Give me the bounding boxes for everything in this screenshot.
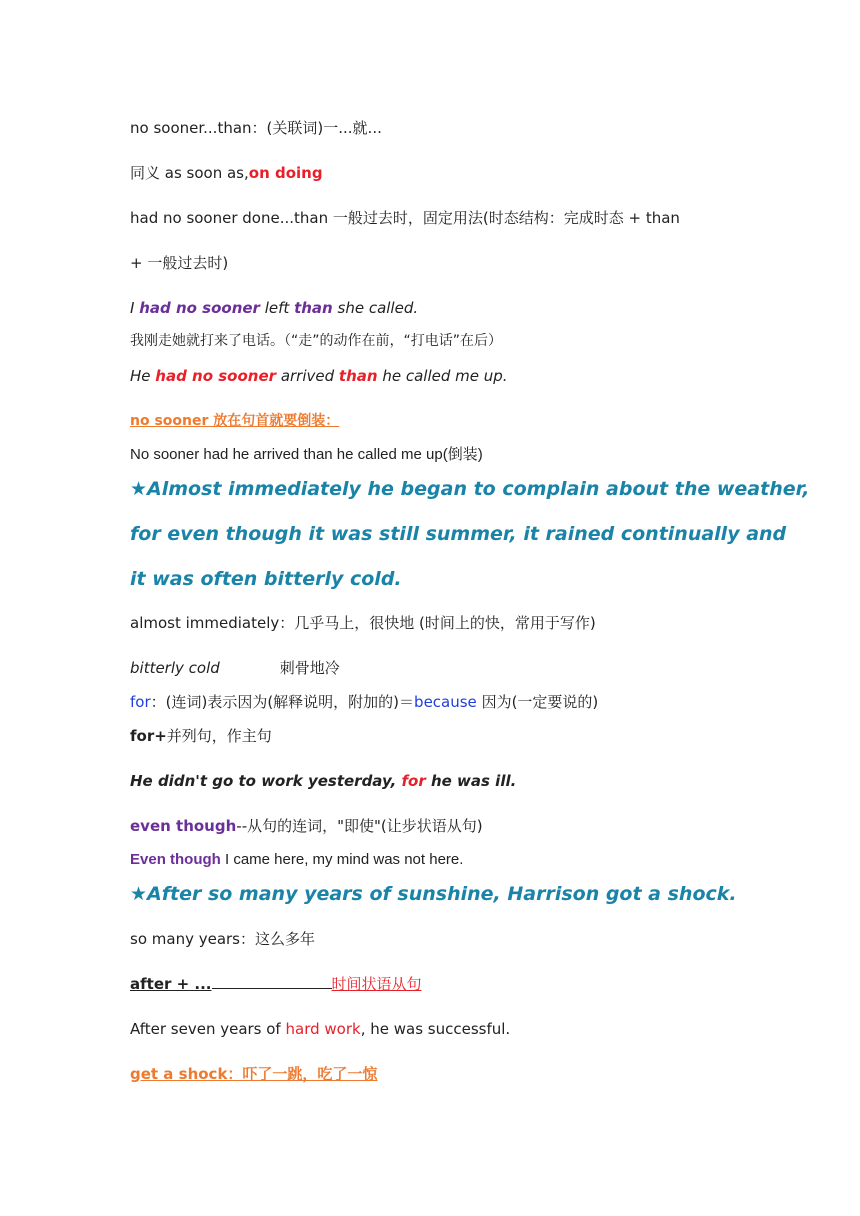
highlight-clause: 时间状语从句 bbox=[331, 975, 422, 993]
example-even-though bbox=[130, 850, 463, 870]
text: for+ bbox=[130, 727, 167, 745]
text: , he was successful. bbox=[360, 1020, 511, 1038]
highlight-for: for bbox=[401, 772, 426, 790]
note-after-clause bbox=[130, 974, 422, 994]
text: He didn't go to work yesterday, bbox=[130, 772, 402, 790]
text: get a shock：吓了一跳，吃了一惊 bbox=[130, 1065, 378, 1083]
text: bitterly cold bbox=[130, 659, 220, 677]
text: 并列句，作主句 bbox=[166, 727, 272, 745]
text: almost immediately：几乎马上，很快地 (时间上的快，常用于写作) bbox=[130, 614, 596, 632]
text: it was often bitterly cold. bbox=[130, 568, 402, 590]
example-sentence-1 bbox=[130, 298, 418, 318]
blank-line bbox=[212, 976, 332, 989]
text: I bbox=[130, 299, 140, 317]
highlight-even-though: Even though bbox=[130, 851, 221, 868]
text: + 一般过去时) bbox=[130, 254, 229, 272]
example-for bbox=[130, 771, 516, 791]
note-for bbox=[130, 692, 598, 712]
note-no-sooner-than bbox=[130, 118, 382, 138]
text: after + ... bbox=[130, 975, 212, 993]
text: 因为(一定要说的) bbox=[476, 693, 599, 711]
highlight-phrase: had no sooner bbox=[139, 299, 260, 317]
key-sentence-1-line-3 bbox=[130, 566, 402, 592]
highlight-phrase: had no sooner bbox=[155, 367, 277, 385]
key-sentence-1-line-2 bbox=[130, 521, 786, 547]
text: ★After so many years of sunshine, Harrison got a shock. bbox=[130, 883, 737, 905]
text: 我刚走她就打来了电话。（“走”的动作在前，“打电话”在后） bbox=[130, 333, 503, 349]
text: 刺骨地冷 bbox=[279, 659, 340, 677]
highlight-on-doing: on doing bbox=[248, 164, 323, 182]
note-almost-immediately bbox=[130, 613, 596, 633]
text: for even though it was still summer, it rained continually and bbox=[130, 523, 787, 545]
text: arrived bbox=[276, 367, 339, 385]
note-synonym bbox=[130, 163, 323, 183]
inversion-example bbox=[130, 445, 483, 465]
note-bitterly-cold bbox=[130, 658, 340, 678]
key-sentence-2 bbox=[130, 881, 737, 907]
highlight-even-though: even though bbox=[130, 817, 237, 835]
text: He bbox=[130, 367, 156, 385]
text: ★Almost immediately he began to complain about the weather, bbox=[130, 478, 810, 500]
highlight-hard-work: hard work bbox=[285, 1020, 361, 1038]
text: left bbox=[259, 299, 295, 317]
key-sentence-1-line-1 bbox=[130, 476, 809, 502]
highlight-for: for bbox=[130, 693, 151, 711]
note-even-though bbox=[130, 816, 483, 836]
note-tense bbox=[130, 208, 680, 228]
highlight-than: than bbox=[294, 299, 333, 317]
text: no sooner 放在句首就要倒装： bbox=[130, 413, 340, 429]
text: 同义 as soon as, bbox=[130, 164, 249, 182]
note-tense-cont bbox=[130, 253, 228, 273]
text: ：(连词)表示因为(解释说明，附加的)＝ bbox=[150, 693, 415, 711]
translation-1 bbox=[130, 331, 502, 351]
example-after bbox=[130, 1019, 510, 1039]
note-for-clause bbox=[130, 726, 272, 746]
text: had no sooner done...than 一般过去时，固定用法(时态结构：完成时态 + than bbox=[130, 209, 680, 227]
note-so-many-years bbox=[130, 929, 315, 949]
text: he called me up. bbox=[377, 367, 508, 385]
text: I came here, my mind was not here. bbox=[220, 851, 464, 868]
text: she called. bbox=[332, 299, 419, 317]
example-sentence-2 bbox=[130, 366, 508, 386]
highlight-because: because bbox=[414, 693, 477, 711]
text: After seven years of bbox=[130, 1020, 286, 1038]
highlight-than: than bbox=[338, 367, 378, 385]
text: so many years：这么多年 bbox=[130, 930, 315, 948]
note-get-a-shock bbox=[130, 1064, 377, 1084]
text: he was ill. bbox=[425, 772, 517, 790]
inversion-heading bbox=[130, 411, 339, 431]
text: no sooner...than：(关联词)一...就... bbox=[130, 119, 382, 137]
text: No sooner had he arrived than he called me up(倒装) bbox=[130, 446, 483, 463]
text: --从句的连词，"即使"(让步状语从句) bbox=[236, 817, 483, 835]
